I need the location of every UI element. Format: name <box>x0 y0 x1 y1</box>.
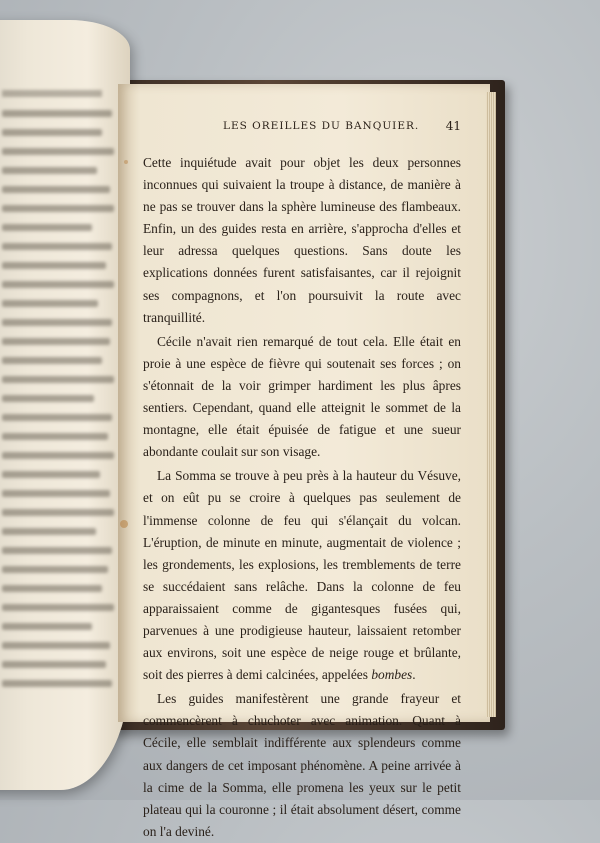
foxing-stain <box>120 520 128 528</box>
page-number: 41 <box>445 119 461 133</box>
page-edges <box>486 92 496 717</box>
paragraph: Cécile n'avait rien remarqué de tout cela. Elle était en proie à une espèce de fièvre qui soutenait ses forces ; on s'étonnait de la voir grimper hardiment les plus âpres sentiers. Cependant, quand elle atteignit le sommet de la montagne, elle était épuisée de fatigue et une sueur abondante coulait sur son visage. <box>143 333 461 460</box>
page-header <box>150 118 465 138</box>
paragraph: Les guides manifestèrent une grande frayeur et commencèrent à chuchoter avec animation. Quant à Cécile, elle semblait indifférente aux splendeurs comme aux dangers de cet imposant phénomène. A peine arrivée à la cime de la Somma, elle promena les yeux sur le petit plateau qui la couronne ; il était absolument désert, comme on l'a deviné. <box>143 691 461 839</box>
paragraph-end: . <box>412 667 416 683</box>
foxing-stain <box>124 160 128 164</box>
running-title: LES OREILLES DU BANQUIER. <box>223 120 420 132</box>
page-body <box>143 152 461 843</box>
paragraph: Cette inquiétude avait pour objet les deux personnes inconnues qui suivaient la troupe à distance, de manière à ne pas se trouver dans la sphère lumineuse des flambeaux. Enfin, un des guides resta en arrière, s'approcha d'elles et leur adressa quelques questions. Sans doute les explications données furent satisfaisantes, car il rejoignit ses compagnons, et l'on poursuivit la route avec tranquillité. <box>143 155 461 325</box>
left-page-text-blur <box>2 110 122 699</box>
left-page-header-blur <box>2 90 102 97</box>
paragraph <box>143 465 461 686</box>
paragraph-text: La Somma se trouve à peu près à la hauteur du Vésuve, et on eût pu se croire à quelques pas seulement de l'immense colonne de feu qui s'élançait du volcan. L'éruption, de minute en minute, augmentait de violence ; les grondements, les explosions, les tremblements de terre se succédaient sans relâche. Dans la colonne de feu apparaissaient comme de gigantesques fusées qui, parvenues à une prodigieuse hauteur, laissaient retomber aux environs, soit une espèce de neige rouge et brûlante, soit des pierres à demi calcinées, appelées <box>143 468 461 683</box>
italic-term: bombes <box>371 667 413 683</box>
left-page-blurred <box>0 20 130 790</box>
